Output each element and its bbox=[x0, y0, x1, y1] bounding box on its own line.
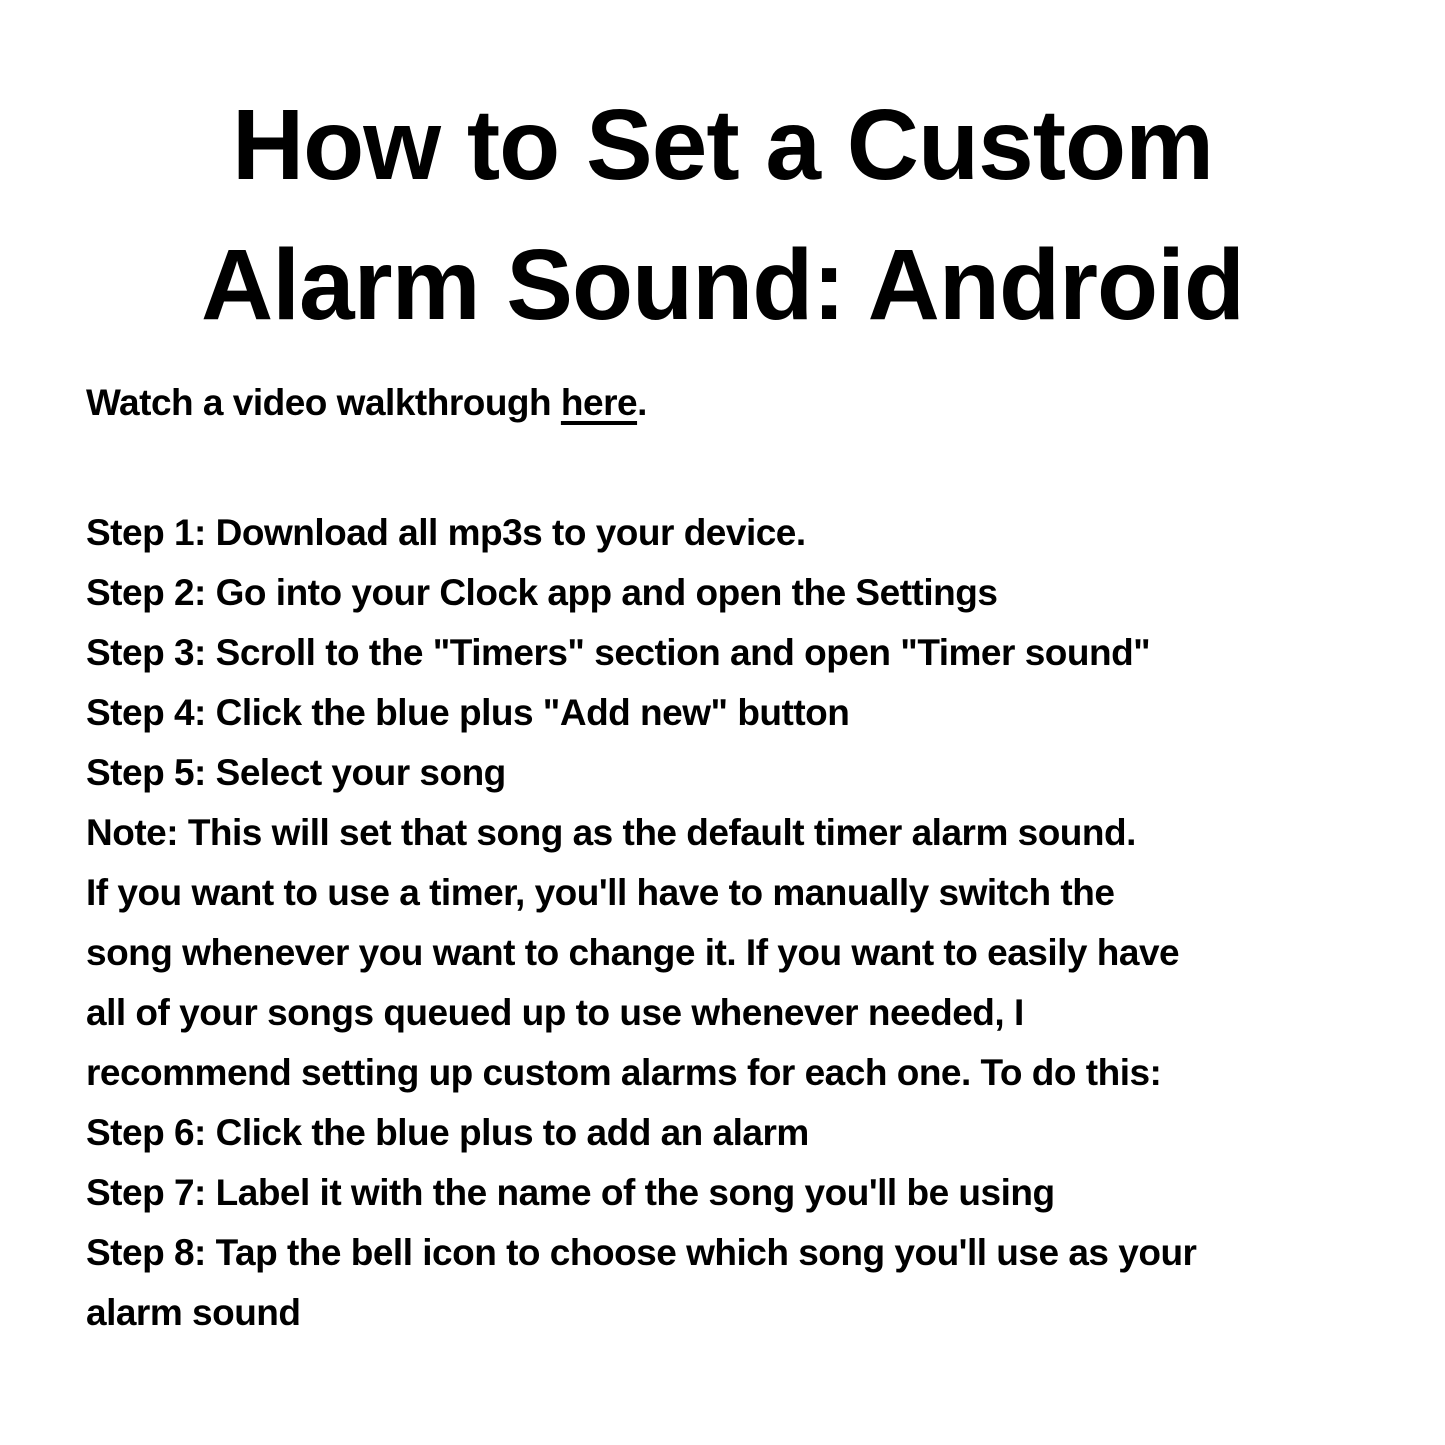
note-line-1: Note: This will set that song as the default timer alarm sound. bbox=[86, 812, 1136, 853]
step-1: Step 1: Download all mp3s to your device. bbox=[86, 512, 806, 553]
step-7: Step 7: Label it with the name of the song you'll be using bbox=[86, 1172, 1055, 1213]
video-walkthrough-link[interactable]: here bbox=[560, 382, 638, 423]
note-line-3: song whenever you want to change it. If you want to easily have bbox=[86, 932, 1180, 973]
instruction-body bbox=[86, 373, 1405, 1343]
intro-text-before-link: Watch a video walkthrough bbox=[86, 382, 561, 423]
page-title-line2: Alarm Sound: Android bbox=[201, 229, 1244, 341]
step-4: Step 4: Click the blue plus "Add new" button bbox=[86, 692, 850, 733]
step-2: Step 2: Go into your Clock app and open the Settings bbox=[86, 572, 998, 613]
note-line-5: recommend setting up custom alarms for each one. To do this: bbox=[86, 1052, 1162, 1093]
note-line-4: all of your songs queued up to use whenever needed, I bbox=[86, 992, 1024, 1033]
step-6: Step 6: Click the blue plus to add an alarm bbox=[86, 1112, 809, 1153]
step-8-line-2: alarm sound bbox=[86, 1292, 301, 1333]
step-8-line-1: Step 8: Tap the bell icon to choose which song you'll use as your bbox=[86, 1232, 1197, 1273]
intro-line bbox=[86, 373, 1405, 433]
intro-text-after-link: . bbox=[637, 382, 647, 423]
page-title bbox=[0, 75, 1445, 355]
step-5: Step 5: Select your song bbox=[86, 752, 506, 793]
page-title-line1: How to Set a Custom bbox=[231, 89, 1214, 201]
step-3: Step 3: Scroll to the "Timers" section and open "Timer sound" bbox=[86, 632, 1151, 673]
note-line-2: If you want to use a timer, you'll have to manually switch the bbox=[86, 872, 1115, 913]
